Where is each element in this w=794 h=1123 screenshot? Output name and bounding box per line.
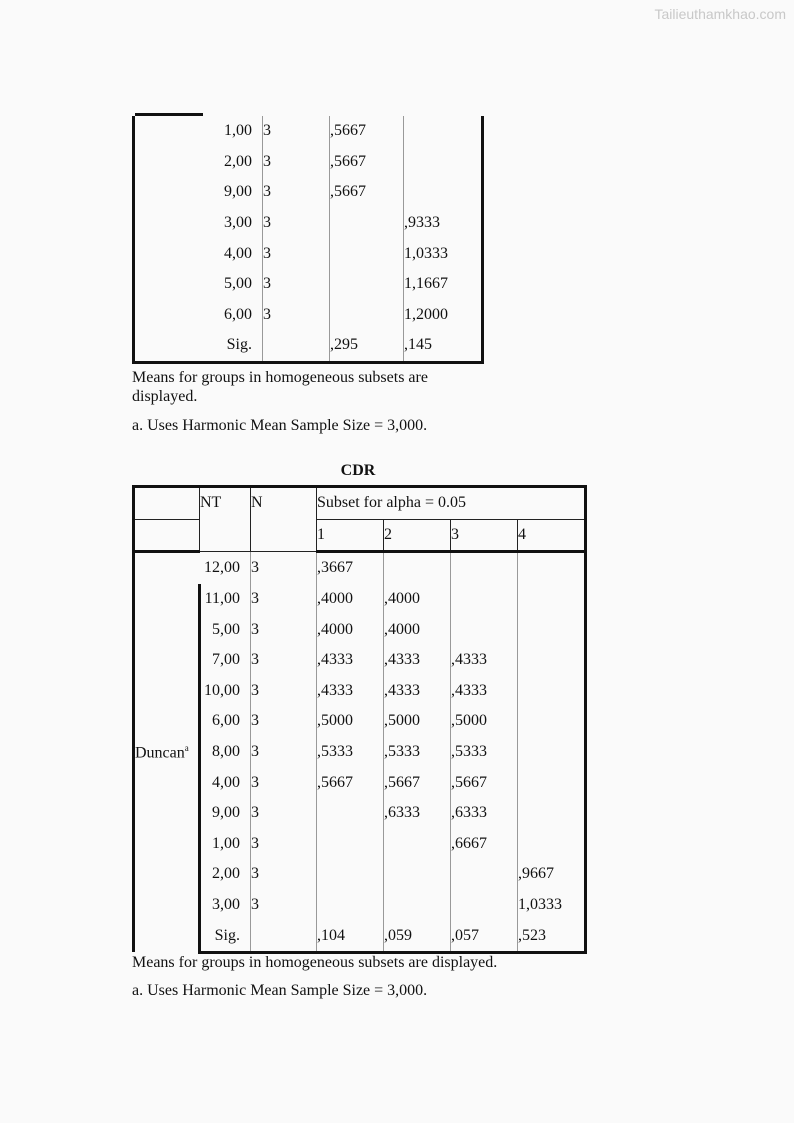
table-row — [134, 798, 586, 829]
subset-2-cell: ,4333 — [384, 645, 451, 676]
subset-2-cell — [384, 552, 451, 584]
subset-3-cell — [451, 552, 518, 584]
header-subset-col: 2 — [384, 519, 451, 552]
header-n: N — [251, 487, 317, 552]
subset-3-cell — [451, 584, 518, 615]
table1-body — [134, 116, 483, 362]
subset-1-cell: ,5667 — [317, 767, 384, 798]
header-subset: Subset for alpha = 0.05 — [317, 487, 586, 520]
subset-2-cell — [384, 859, 451, 890]
subset-2-cell — [404, 147, 483, 178]
n-cell: 3 — [251, 737, 317, 768]
subset-3-cell — [451, 614, 518, 645]
nt-cell: 7,00 — [200, 645, 251, 676]
subset-2-cell: ,5000 — [384, 706, 451, 737]
method-cell — [134, 238, 202, 269]
table-row — [134, 177, 483, 208]
subset-2-cell: ,5333 — [384, 737, 451, 768]
subset-4-cell — [518, 737, 586, 768]
subset-table-continued — [132, 116, 484, 364]
subset-1-cell: ,5667 — [330, 116, 404, 147]
cdr-table-title: CDR — [340, 462, 376, 479]
n-cell: 3 — [263, 147, 330, 178]
subset-2-cell — [384, 890, 451, 921]
subset-4-cell — [518, 614, 586, 645]
subset-1-cell: ,5333 — [317, 737, 384, 768]
subset-1-cell — [330, 300, 404, 331]
subset-3-cell: ,6333 — [451, 798, 518, 829]
n-cell: 3 — [251, 706, 317, 737]
table-row — [134, 676, 586, 707]
subset-4-cell — [518, 829, 586, 860]
subset-2-cell: ,5667 — [384, 767, 451, 798]
subset-3-cell — [451, 890, 518, 921]
nt-cell: 6,00 — [200, 706, 251, 737]
nt-cell: 5,00 — [200, 614, 251, 645]
table-row — [134, 859, 586, 890]
subset-1-cell: ,4000 — [317, 614, 384, 645]
subset-4-cell — [518, 706, 586, 737]
subset-1-cell — [330, 208, 404, 239]
nt-cell: 9,00 — [224, 183, 252, 201]
table-row — [134, 645, 586, 676]
subset-4-cell — [518, 676, 586, 707]
subset-2-cell: ,6333 — [384, 798, 451, 829]
nt-cell: 3,00 — [200, 890, 251, 921]
subset-3-cell: ,6667 — [451, 829, 518, 860]
n-cell: 3 — [251, 890, 317, 921]
subset-4-cell — [518, 798, 586, 829]
subset-3-cell: ,5333 — [451, 737, 518, 768]
n-cell: 3 — [251, 676, 317, 707]
n-cell: 3 — [263, 177, 330, 208]
subset-2-cell: 1,2000 — [404, 300, 483, 331]
subset-1-cell: ,5667 — [330, 147, 404, 178]
table-row — [134, 614, 586, 645]
n-cell: 3 — [251, 829, 317, 860]
table-row — [134, 737, 586, 768]
subset-2-cell: ,4000 — [384, 614, 451, 645]
method-footnote-marker: a — [184, 743, 189, 754]
subset-2-cell — [404, 177, 483, 208]
table-row — [134, 552, 586, 584]
subset-1-cell: ,5667 — [330, 177, 404, 208]
table-row — [134, 238, 483, 269]
subset-4-cell — [518, 552, 586, 584]
subset-4-cell: ,523 — [518, 920, 586, 952]
subset-3-cell — [451, 859, 518, 890]
nt-cell: Sig. — [200, 920, 251, 952]
nt-cell: Sig. — [201, 330, 263, 362]
method-label — [134, 552, 200, 953]
subset-4-cell — [518, 767, 586, 798]
table2-note-means: Means for groups in homogeneous subsets are displayed. — [132, 954, 498, 971]
nt-cell: 2,00 — [224, 152, 252, 170]
method-cell — [134, 177, 202, 208]
subset-4-cell — [518, 645, 586, 676]
table2-note-harmonic: a. Uses Harmonic Mean Sample Size = 3,000. — [132, 982, 428, 999]
subset-1-cell: ,295 — [330, 330, 404, 362]
nt-cell: 1,00 — [224, 122, 252, 140]
cdr-subset-table — [132, 485, 587, 954]
subset-1-cell: ,4000 — [317, 584, 384, 615]
subset-2-cell — [404, 116, 483, 147]
header-subset-col: 1 — [317, 519, 384, 552]
n-cell: 3 — [251, 767, 317, 798]
method-name: Duncan — [135, 744, 185, 762]
subset-1-cell — [317, 798, 384, 829]
nt-cell: 4,00 — [200, 767, 251, 798]
nt-cell: 8,00 — [200, 737, 251, 768]
nt-cell: 4,00 — [224, 244, 252, 262]
subset-4-cell — [518, 584, 586, 615]
table-row — [134, 920, 586, 952]
subset-4-cell: ,9667 — [518, 859, 586, 890]
subset-2-cell: ,059 — [384, 920, 451, 952]
subset-1-cell: ,4333 — [317, 645, 384, 676]
method-cell — [134, 208, 202, 239]
n-cell: 3 — [263, 208, 330, 239]
subset-1-cell — [330, 238, 404, 269]
subset-1-cell: ,104 — [317, 920, 384, 952]
table-row — [134, 269, 483, 300]
table1-note-harmonic: a. Uses Harmonic Mean Sample Size = 3,000. — [132, 417, 428, 434]
method-cell — [134, 300, 202, 331]
n-cell: 3 — [251, 552, 317, 584]
table-row — [134, 829, 586, 860]
subset-2-cell: ,4000 — [384, 584, 451, 615]
watermark-text: Tailieuthamkhao.com — [654, 6, 786, 22]
nt-cell: 12,00 — [204, 558, 240, 576]
nt-cell: 10,00 — [200, 676, 251, 707]
header-nt: NT — [200, 487, 251, 552]
n-cell — [263, 330, 330, 362]
subset-3-cell: ,4333 — [451, 676, 518, 707]
subset-1-cell — [317, 859, 384, 890]
method-cell — [134, 116, 202, 147]
n-cell: 3 — [263, 300, 330, 331]
n-cell: 3 — [263, 269, 330, 300]
table-row — [134, 116, 483, 147]
header-corner-top — [134, 487, 200, 520]
header-corner-bottom — [134, 519, 200, 552]
subset-2-cell: ,4333 — [384, 676, 451, 707]
n-cell: 3 — [263, 116, 330, 147]
table-row — [134, 208, 483, 239]
nt-cell: 11,00 — [200, 584, 251, 615]
subset-1-cell: ,5000 — [317, 706, 384, 737]
header-subset-col: 4 — [518, 519, 586, 552]
n-cell: 3 — [251, 614, 317, 645]
nt-cell: 5,00 — [224, 275, 252, 293]
method-cell — [134, 147, 202, 178]
subset-3-cell: ,5667 — [451, 767, 518, 798]
subset-2-cell: 1,0333 — [404, 238, 483, 269]
table-row — [134, 147, 483, 178]
method-cell — [134, 330, 202, 362]
header-subset-col: 3 — [451, 519, 518, 552]
subset-3-cell: ,4333 — [451, 645, 518, 676]
table-row — [134, 584, 586, 615]
subset-1-cell — [330, 269, 404, 300]
n-cell: 3 — [251, 584, 317, 615]
nt-cell: 9,00 — [200, 798, 251, 829]
subset-1-cell: ,3667 — [317, 552, 384, 584]
subset-3-cell: ,5000 — [451, 706, 518, 737]
subset-2-cell: ,9333 — [404, 208, 483, 239]
table-row — [134, 706, 586, 737]
subset-2-cell: ,145 — [404, 330, 483, 362]
header-row-1 — [134, 487, 586, 520]
nt-cell: 3,00 — [224, 214, 252, 232]
table-row — [134, 890, 586, 921]
table2-body — [134, 552, 586, 953]
nt-cell: 6,00 — [224, 305, 252, 323]
method-cell — [134, 269, 202, 300]
subset-2-cell — [384, 829, 451, 860]
subset-1-cell — [317, 890, 384, 921]
subset-4-cell: 1,0333 — [518, 890, 586, 921]
table-row — [134, 330, 483, 362]
n-cell: 3 — [251, 859, 317, 890]
table-row — [134, 300, 483, 331]
subset-1-cell — [317, 829, 384, 860]
nt-cell: 1,00 — [200, 829, 251, 860]
table-row — [134, 767, 586, 798]
n-cell: 3 — [251, 645, 317, 676]
n-cell: 3 — [251, 798, 317, 829]
subset-1-cell: ,4333 — [317, 676, 384, 707]
subset-2-cell: 1,1667 — [404, 269, 483, 300]
n-cell — [251, 920, 317, 952]
subset-3-cell: ,057 — [451, 920, 518, 952]
n-cell: 3 — [263, 238, 330, 269]
nt-cell: 2,00 — [200, 859, 251, 890]
table1-note-means: Means for groups in homogeneous subsets are displayed. — [132, 369, 428, 405]
